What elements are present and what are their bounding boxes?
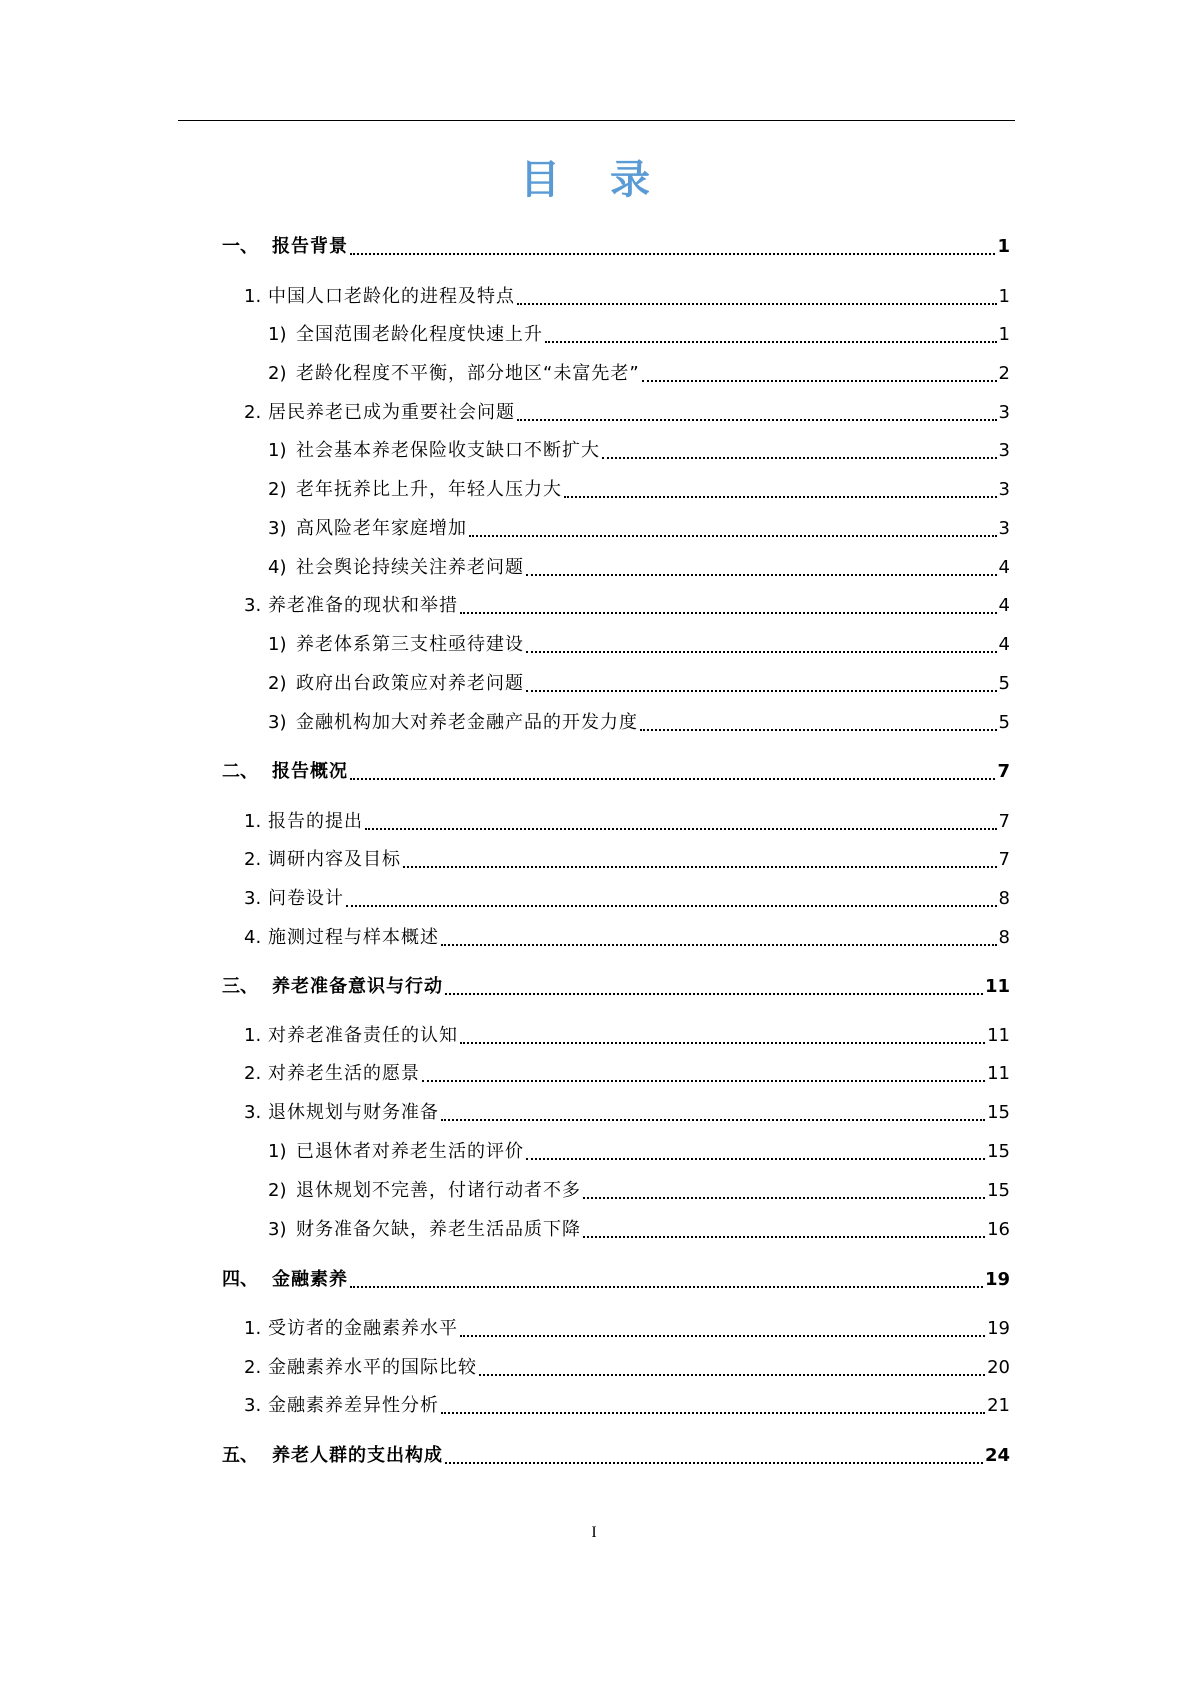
- toc-entry-level-2[interactable]: [244, 923, 1010, 953]
- toc-entry-page: 1: [998, 324, 1010, 345]
- toc-entry-number: 一、: [222, 236, 258, 257]
- toc-entry-number: 四、: [222, 1269, 258, 1290]
- toc-dot-leader: [350, 253, 995, 255]
- toc-entry-page: 7: [998, 811, 1010, 832]
- toc-entry-level-2[interactable]: [244, 884, 1010, 914]
- toc-entry-label: 老龄化程度不平衡，部分地区“未富先老”: [296, 363, 640, 384]
- toc-entry-page: 2: [998, 363, 1010, 384]
- toc-entry-level-2[interactable]: [244, 1391, 1010, 1421]
- toc-entry-number: 1.: [244, 1318, 262, 1339]
- toc-entry-page: 11: [987, 1025, 1010, 1046]
- toc-entry-number: 2): [268, 363, 287, 384]
- toc-entry-number: 1.: [244, 811, 262, 832]
- toc-entry-level-1[interactable]: [222, 232, 1010, 262]
- toc-entry-level-3[interactable]: [268, 1176, 1010, 1206]
- toc-entry-page: 8: [998, 927, 1010, 948]
- toc-entry-level-2[interactable]: [244, 1353, 1010, 1383]
- toc-entry-label: 退休规划与财务准备: [268, 1102, 439, 1123]
- toc-entry-level-3[interactable]: [268, 1215, 1010, 1245]
- toc-dot-leader: [517, 419, 997, 421]
- page-number: I: [591, 1524, 597, 1541]
- toc-dot-leader: [545, 341, 997, 343]
- toc-dot-leader: [445, 993, 983, 995]
- toc-entry-page: 5: [998, 712, 1010, 733]
- toc-entry-label: 问卷设计: [268, 888, 344, 909]
- toc-entry-label: 居民养老已成为重要社会问题: [268, 402, 515, 423]
- toc-entry-page: 3: [998, 440, 1010, 461]
- toc-dot-leader: [526, 1158, 985, 1160]
- toc-entry-level-2[interactable]: [244, 1021, 1010, 1051]
- toc-entry-label: 养老准备的现状和举措: [268, 595, 458, 616]
- toc-entry-level-3[interactable]: [268, 436, 1010, 466]
- toc-entry-label: 对养老生活的愿景: [268, 1063, 420, 1084]
- toc-entry-label: 养老体系第三支柱亟待建设: [296, 634, 524, 655]
- toc-entry-label: 全国范围老龄化程度快速上升: [296, 324, 543, 345]
- toc-entry-page: 11: [984, 976, 1010, 997]
- toc-entry-level-3[interactable]: [268, 475, 1010, 505]
- toc-entry-level-3[interactable]: [268, 359, 1010, 389]
- toc-dot-leader: [642, 380, 997, 382]
- toc-entry-number: 三、: [222, 976, 258, 997]
- toc-entry-level-3[interactable]: [268, 630, 1010, 660]
- toc-entry-level-3[interactable]: [268, 669, 1010, 699]
- toc-entry-number: 3.: [244, 595, 262, 616]
- toc-dot-leader: [602, 457, 997, 459]
- toc-entry-label: 中国人口老龄化的进程及特点: [268, 286, 515, 307]
- toc-entry-number: 1): [268, 440, 287, 461]
- toc-dot-leader: [640, 729, 997, 731]
- toc-dot-leader: [350, 778, 995, 780]
- toc-entry-page: 3: [998, 518, 1010, 539]
- toc-entry-level-2[interactable]: [244, 845, 1010, 875]
- toc-entry-level-1[interactable]: [222, 1441, 1010, 1471]
- toc-entry-number: 2): [268, 673, 287, 694]
- toc-entry-page: 3: [998, 479, 1010, 500]
- toc-entry-number: 1.: [244, 1025, 262, 1046]
- toc-entry-level-2[interactable]: [244, 1314, 1010, 1344]
- toc-entry-label: 退休规划不完善，付诸行动者不多: [296, 1180, 581, 1201]
- toc-entry-level-1[interactable]: [222, 1265, 1010, 1295]
- toc-entry-level-2[interactable]: [244, 398, 1010, 428]
- toc-entry-number: 2.: [244, 1063, 262, 1084]
- toc-entry-label: 老年抚养比上升，年轻人压力大: [296, 479, 562, 500]
- toc-entry-page: 11: [987, 1063, 1010, 1084]
- toc-entry-number: 二、: [222, 761, 258, 782]
- toc-entry-label: 受访者的金融素养水平: [268, 1318, 458, 1339]
- toc-entry-page: 1: [998, 286, 1010, 307]
- toc-dot-leader: [365, 828, 997, 830]
- toc-entry-number: 3): [268, 1219, 287, 1240]
- toc-dot-leader: [469, 535, 997, 537]
- toc-entry-level-2[interactable]: [244, 1098, 1010, 1128]
- toc-entry-level-2[interactable]: [244, 807, 1010, 837]
- toc-dot-leader: [346, 905, 997, 907]
- toc-entry-label: 养老准备意识与行动: [272, 976, 443, 997]
- toc-entry-number: 4): [268, 557, 287, 578]
- toc-entry-label: 社会舆论持续关注养老问题: [296, 557, 524, 578]
- toc-entry-number: 2): [268, 479, 287, 500]
- toc-entry-number: 3): [268, 712, 287, 733]
- toc-entry-page: 4: [998, 595, 1010, 616]
- toc-dot-leader: [460, 612, 997, 614]
- toc-entry-number: 2.: [244, 849, 262, 870]
- toc-entry-page: 19: [987, 1318, 1010, 1339]
- toc-entry-label: 报告背景: [272, 236, 348, 257]
- toc-entry-label: 金融素养水平的国际比较: [268, 1357, 477, 1378]
- toc-dot-leader: [479, 1374, 985, 1376]
- toc-entry-label: 金融机构加大对养老金融产品的开发力度: [296, 712, 638, 733]
- toc-entry-label: 已退休者对养老生活的评价: [296, 1141, 524, 1162]
- toc-entry-number: 1): [268, 324, 287, 345]
- toc-entry-label: 对养老准备责任的认知: [268, 1025, 458, 1046]
- toc-entry-page: 3: [998, 402, 1010, 423]
- toc-dot-leader: [445, 1462, 983, 1464]
- toc-dot-leader: [583, 1236, 985, 1238]
- toc-dot-leader: [350, 1286, 983, 1288]
- toc-entry-level-3[interactable]: [268, 553, 1010, 583]
- toc-dot-leader: [422, 1080, 985, 1082]
- toc-entry-label: 报告的提出: [268, 811, 363, 832]
- toc-dot-leader: [526, 574, 997, 576]
- toc-entry-number: 五、: [222, 1445, 258, 1466]
- toc-entry-number: 2.: [244, 1357, 262, 1378]
- toc-entry-page: 21: [987, 1395, 1010, 1416]
- toc-entry-label: 报告概况: [272, 761, 348, 782]
- toc-entry-number: 2): [268, 1180, 287, 1201]
- toc-dot-leader: [564, 496, 997, 498]
- toc-entry-level-3[interactable]: [268, 320, 1010, 350]
- toc-dot-leader: [460, 1335, 985, 1337]
- toc-entry-label: 社会基本养老保险收支缺口不断扩大: [296, 440, 600, 461]
- toc-entry-page: 15: [987, 1102, 1010, 1123]
- toc-entry-number: 3.: [244, 888, 262, 909]
- toc-entry-level-3[interactable]: [268, 708, 1010, 738]
- toc-dot-leader: [526, 690, 997, 692]
- toc-entry-page: 7: [997, 761, 1010, 782]
- toc-entry-page: 20: [987, 1357, 1010, 1378]
- toc-entry-number: 3.: [244, 1395, 262, 1416]
- toc-entry-level-2[interactable]: [244, 1059, 1010, 1089]
- toc-entry-page: 5: [998, 673, 1010, 694]
- toc-entry-level-2[interactable]: [244, 591, 1010, 621]
- toc-entry-number: 4.: [244, 927, 262, 948]
- page-title: 目 录: [520, 157, 668, 203]
- toc-entry-level-3[interactable]: [268, 514, 1010, 544]
- toc-entry-number: 1.: [244, 286, 262, 307]
- toc-entry-label: 财务准备欠缺，养老生活品质下降: [296, 1219, 581, 1240]
- toc-entry-page: 4: [998, 557, 1010, 578]
- toc-dot-leader: [517, 303, 997, 305]
- toc-dot-leader: [441, 1119, 985, 1121]
- toc-entry-level-3[interactable]: [268, 1137, 1010, 1167]
- toc-entry-page: 15: [987, 1141, 1010, 1162]
- toc-dot-leader: [460, 1042, 985, 1044]
- toc-dot-leader: [441, 944, 997, 946]
- toc-entry-label: 政府出台政策应对养老问题: [296, 673, 524, 694]
- toc-entry-number: 3.: [244, 1102, 262, 1123]
- toc-entry-label: 施测过程与样本概述: [268, 927, 439, 948]
- toc-entry-page: 4: [998, 634, 1010, 655]
- toc-entry-level-1[interactable]: [222, 757, 1010, 787]
- toc-entry-page: 16: [987, 1219, 1010, 1240]
- toc-entry-page: 24: [984, 1445, 1010, 1466]
- toc-entry-number: 3): [268, 518, 287, 539]
- toc-dot-leader: [403, 866, 997, 868]
- toc-entry-label: 金融素养: [272, 1269, 348, 1290]
- toc-entry-label: 调研内容及目标: [268, 849, 401, 870]
- toc-entry-page: 15: [987, 1180, 1010, 1201]
- toc-entry-number: 2.: [244, 402, 262, 423]
- toc-dot-leader: [441, 1412, 985, 1414]
- toc-entry-page: 19: [984, 1269, 1010, 1290]
- toc-entry-page: 7: [998, 849, 1010, 870]
- toc-entry-label: 养老人群的支出构成: [272, 1445, 443, 1466]
- toc-entry-page: 8: [998, 888, 1010, 909]
- toc-entry-label: 高风险老年家庭增加: [296, 518, 467, 539]
- toc-entry-label: 金融素养差异性分析: [268, 1395, 439, 1416]
- toc-dot-leader: [526, 651, 997, 653]
- toc-dot-leader: [583, 1197, 985, 1199]
- toc-entry-level-2[interactable]: [244, 282, 1010, 312]
- toc-entry-level-1[interactable]: [222, 972, 1010, 1002]
- toc-entry-number: 1): [268, 634, 287, 655]
- toc-entry-number: 1): [268, 1141, 287, 1162]
- toc-entry-page: 1: [997, 236, 1010, 257]
